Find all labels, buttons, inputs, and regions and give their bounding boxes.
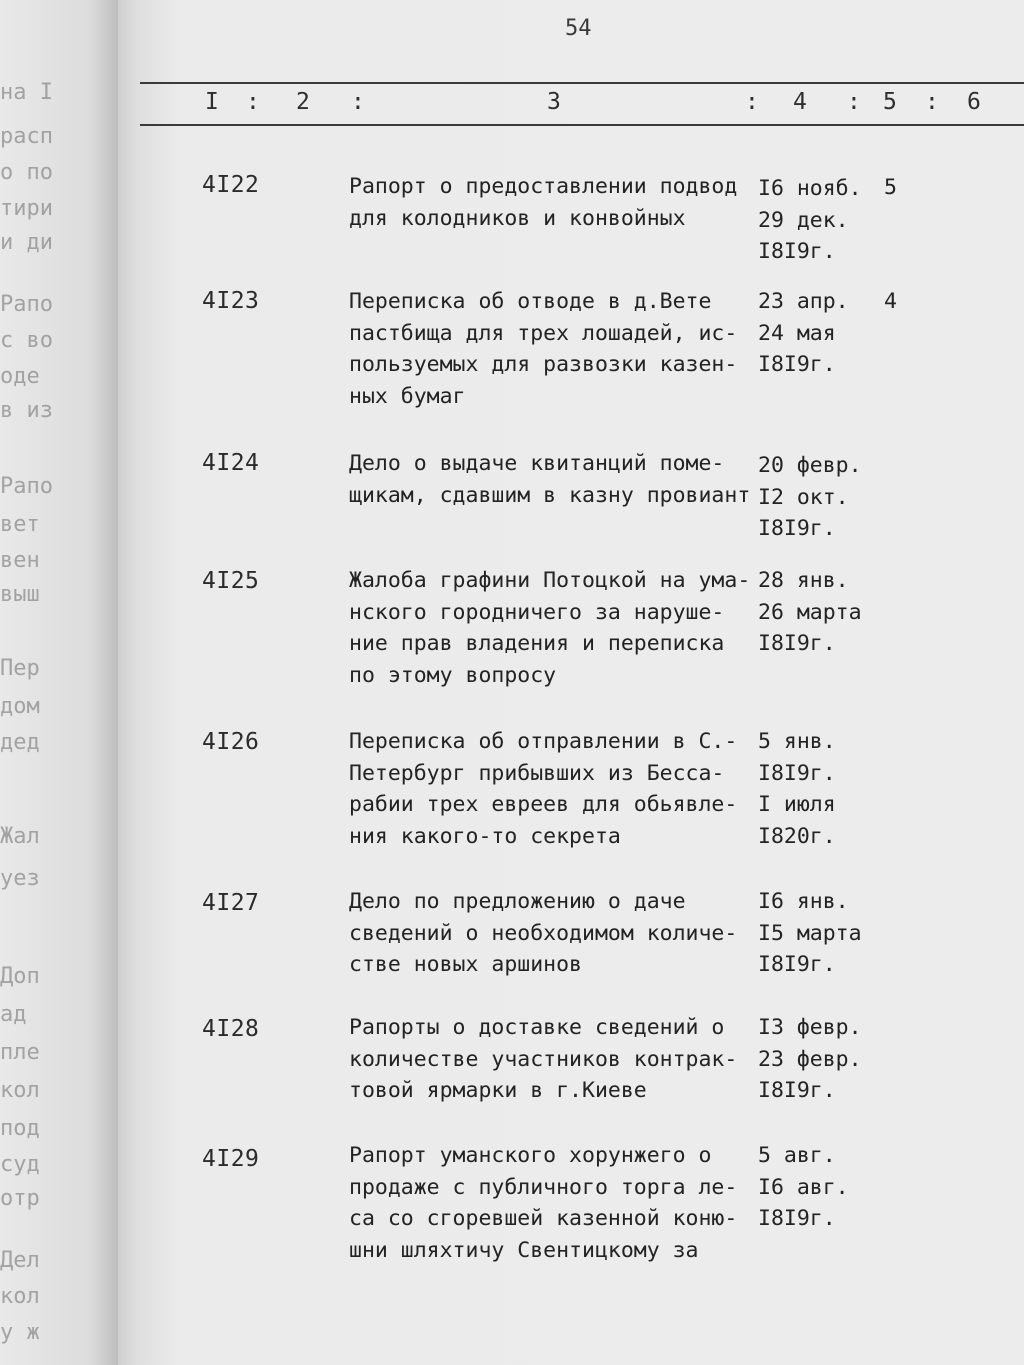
record-title-line: ных бумаг bbox=[349, 383, 466, 409]
record-dates bbox=[758, 726, 873, 852]
record-title-line: пастбища для трех лошадей, ис- bbox=[349, 320, 738, 346]
header-top-rule bbox=[140, 82, 1024, 84]
previous-page-fragment: суд bbox=[0, 1152, 40, 1177]
previous-page-fragment: Доп bbox=[0, 964, 40, 989]
record-title-line: стве новых аршинов bbox=[349, 952, 582, 977]
previous-page-fragment: кол bbox=[0, 1078, 40, 1103]
record-title-line: пользуемых для развозки казен- bbox=[349, 352, 738, 377]
record-title-line: Переписка об отправлении в С.- bbox=[349, 729, 738, 754]
record-title bbox=[349, 448, 749, 511]
record-date-line: I5 марта bbox=[758, 920, 862, 946]
record-title-line: сведений о необходимом количе- bbox=[349, 920, 738, 946]
column-header-5: 5 bbox=[883, 89, 897, 115]
record-date-line: I6 авг. bbox=[758, 1174, 849, 1200]
previous-page-fragment: Рапо bbox=[0, 292, 53, 317]
record-date-line: I8I9г. bbox=[758, 239, 836, 264]
record-title-line: Дело о выдаче квитанций поме- bbox=[349, 451, 725, 476]
previous-page-fragment: Дел bbox=[0, 1248, 40, 1273]
record-dates bbox=[758, 1012, 873, 1107]
column-header-6: 6 bbox=[967, 89, 981, 115]
record-date-line: 5 янв. bbox=[758, 729, 836, 754]
record-title-line: ние прав владения и переписка bbox=[349, 631, 725, 656]
record-title-line: Рапорты о доставке сведений о bbox=[349, 1015, 725, 1040]
record-title-line: для колодников и конвойных bbox=[349, 205, 686, 231]
previous-page-fragment: с во bbox=[0, 328, 53, 353]
page-number: 54 bbox=[565, 16, 592, 41]
record-title-line: шни шляхтичу Свентицкому за bbox=[349, 1237, 699, 1263]
column-header-1: I bbox=[205, 89, 219, 115]
record-number: 4I29 bbox=[202, 1146, 260, 1172]
record-number: 4I24 bbox=[202, 450, 260, 476]
previous-page-fragment: под bbox=[0, 1116, 40, 1141]
record-title-line: рабии трех евреев для обьявле- bbox=[349, 792, 738, 817]
column-separator: : bbox=[925, 89, 939, 115]
column-header-2: 2 bbox=[296, 89, 310, 115]
record-title-line: Жалоба графини Потоцкой на ума- bbox=[349, 568, 751, 593]
record-date-line: 29 дек. bbox=[758, 207, 849, 233]
previous-page-fragment: кол bbox=[0, 1284, 40, 1309]
record-dates bbox=[758, 286, 873, 381]
previous-page-fragment: выш bbox=[0, 582, 40, 607]
record-title-line: товой ярмарки в г.Киеве bbox=[349, 1078, 647, 1103]
record-date-line: I8I9г. bbox=[758, 760, 836, 786]
record-title bbox=[349, 886, 749, 981]
record-number: 4I25 bbox=[202, 568, 260, 594]
record-number: 4I22 bbox=[202, 172, 260, 198]
record-title-line: нского городничего за наруше- bbox=[349, 599, 725, 625]
record-title bbox=[349, 171, 749, 234]
record-dates bbox=[758, 1140, 873, 1235]
record-date-line: I2 окт. bbox=[758, 484, 849, 510]
record-date-line: 23 февр. bbox=[758, 1046, 862, 1072]
previous-page-edge bbox=[0, 0, 122, 1365]
previous-page-fragment: тири bbox=[0, 196, 53, 221]
record-date-line: I8I9г. bbox=[758, 952, 836, 977]
record-title-line: продаже с публичного торга ле- bbox=[349, 1174, 738, 1200]
record-title-line: щикам, сдавшим в казну провиант bbox=[349, 482, 751, 508]
record-date-line: 24 мая bbox=[758, 320, 836, 346]
previous-page-fragment: ад bbox=[0, 1002, 27, 1027]
previous-page-fragment: и ди bbox=[0, 230, 53, 255]
record-title bbox=[349, 286, 749, 412]
previous-page-fragment: Жал bbox=[0, 824, 40, 849]
record-date-line: I6 нояб. bbox=[758, 176, 862, 201]
column-separator: : bbox=[745, 89, 759, 115]
previous-page-fragment: пле bbox=[0, 1040, 40, 1065]
record-title-line: Рапорт о предоставлении подвод bbox=[349, 174, 738, 199]
record-date-line: I3 февр. bbox=[758, 1015, 862, 1040]
record-title bbox=[349, 1012, 749, 1107]
previous-page-fragment: на I bbox=[0, 80, 53, 105]
previous-page-fragment: дом bbox=[0, 694, 40, 719]
record-title-line: Дело по предложению о даче bbox=[349, 889, 686, 914]
record-dates bbox=[758, 886, 873, 981]
record-date-line: I июля bbox=[758, 792, 836, 817]
previous-page-fragment: оде bbox=[0, 364, 40, 389]
record-date-line: 5 авг. bbox=[758, 1143, 836, 1168]
previous-page-fragment: о по bbox=[0, 160, 53, 185]
record-sheet-count: 4 bbox=[884, 289, 897, 314]
previous-page-fragment: Пер bbox=[0, 656, 40, 681]
record-number: 4I26 bbox=[202, 729, 260, 755]
record-dates bbox=[758, 565, 873, 660]
record-title-line: ния какого-то секрета bbox=[349, 823, 621, 849]
previous-page-fragment: дед bbox=[0, 730, 40, 755]
record-title-line: Переписка об отводе в д.Вете bbox=[349, 289, 712, 314]
record-title bbox=[349, 565, 749, 691]
record-title-line: количестве участников контрак- bbox=[349, 1046, 738, 1072]
record-number: 4I27 bbox=[202, 890, 260, 916]
record-date-line: I6 янв. bbox=[758, 889, 849, 914]
record-date-line: 28 янв. bbox=[758, 568, 849, 593]
record-title bbox=[349, 1140, 749, 1266]
record-sheet-count: 5 bbox=[884, 175, 897, 200]
record-number: 4I23 bbox=[202, 288, 260, 314]
record-date-line: I820г. bbox=[758, 823, 836, 849]
previous-page-fragment: уез bbox=[0, 866, 40, 891]
record-title-line: Петербург прибывших из Бесса- bbox=[349, 760, 725, 786]
record-date-line: I8I9г. bbox=[758, 1078, 836, 1103]
record-title-line: са со сгоревшей казенной коню- bbox=[349, 1206, 738, 1231]
column-header-4: 4 bbox=[793, 89, 807, 115]
column-separator: : bbox=[246, 89, 260, 115]
previous-page-fragment: вет bbox=[0, 512, 40, 537]
column-separator: : bbox=[351, 89, 365, 115]
previous-page-fragment: отр bbox=[0, 1186, 40, 1211]
record-title bbox=[349, 726, 749, 852]
record-date-line: I8I9г. bbox=[758, 1206, 836, 1231]
record-title-line: по этому вопросу bbox=[349, 662, 557, 688]
record-dates bbox=[758, 173, 873, 268]
record-date-line: I8I9г. bbox=[758, 631, 836, 656]
record-date-line: 26 марта bbox=[758, 599, 862, 625]
column-separator: : bbox=[847, 89, 861, 115]
record-number: 4I28 bbox=[202, 1016, 260, 1042]
previous-page-fragment: расп bbox=[0, 124, 53, 149]
previous-page-fragment: вен bbox=[0, 548, 40, 573]
record-date-line: 20 февр. bbox=[758, 453, 862, 478]
record-date-line: 23 апр. bbox=[758, 289, 849, 314]
previous-page-fragment: у ж bbox=[0, 1320, 40, 1345]
column-header-3: 3 bbox=[547, 89, 561, 115]
record-date-line: I8I9г. bbox=[758, 516, 836, 541]
record-date-line: I8I9г. bbox=[758, 352, 836, 377]
previous-page-fragment: Рапо bbox=[0, 474, 53, 499]
record-title-line: Рапорт уманского хорунжего о bbox=[349, 1143, 712, 1168]
header-bottom-rule bbox=[140, 124, 1024, 126]
previous-page-fragment: в из bbox=[0, 398, 53, 423]
record-dates bbox=[758, 450, 873, 545]
